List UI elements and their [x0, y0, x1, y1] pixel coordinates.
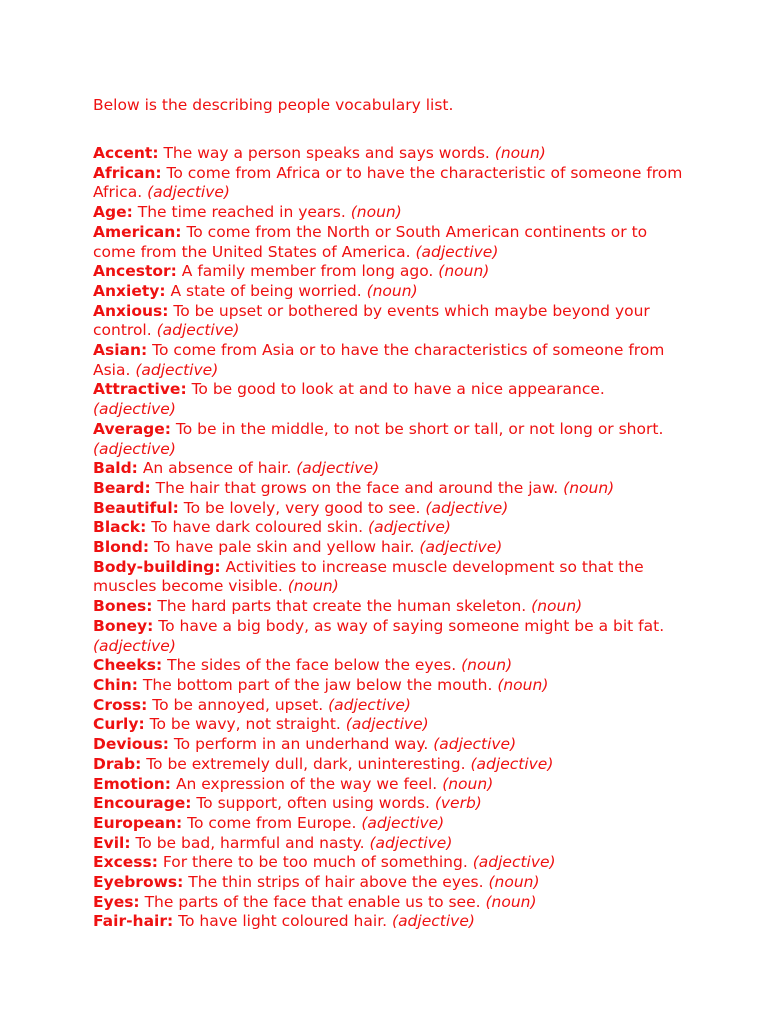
- vocab-definition: The sides of the face below the eyes.: [167, 656, 457, 675]
- vocab-entry: [93, 420, 683, 459]
- vocab-term: Bald:: [93, 459, 138, 478]
- vocab-entry: [93, 499, 683, 519]
- vocab-entry: [93, 834, 683, 854]
- vocab-term: Encourage:: [93, 794, 192, 813]
- vocab-definition: An expression of the way we feel.: [175, 774, 438, 793]
- vocab-term: European:: [93, 813, 183, 832]
- vocab-term: Asian:: [93, 341, 148, 360]
- vocab-term: Attractive:: [93, 380, 187, 399]
- vocab-part-of-speech: (adjective): [470, 754, 554, 773]
- vocab-part-of-speech: (verb): [434, 794, 482, 813]
- vocab-entry: [93, 262, 683, 282]
- vocab-term: Accent:: [93, 144, 159, 162]
- vocab-term: Average:: [93, 419, 171, 438]
- vocab-term: Age:: [93, 203, 133, 222]
- intro-text: Below is the describing people vocabulary list.: [93, 96, 454, 114]
- vocab-part-of-speech: (adjective): [147, 183, 230, 202]
- vocab-entry: [93, 696, 683, 716]
- vocab-term: Devious:: [93, 735, 169, 754]
- vocab-part-of-speech: (adjective): [368, 518, 451, 537]
- vocab-part-of-speech: (noun): [366, 281, 418, 300]
- vocab-term: Emotion:: [93, 774, 171, 793]
- vocab-entry: [93, 617, 683, 656]
- vocab-term: Excess:: [93, 853, 158, 872]
- vocab-term: African:: [93, 163, 162, 182]
- vocab-entry: [93, 676, 683, 696]
- vocab-part-of-speech: (adjective): [93, 636, 176, 655]
- vocab-part-of-speech: (noun): [563, 478, 615, 497]
- vocab-part-of-speech: (noun): [438, 262, 490, 281]
- vocab-term: Anxious:: [93, 301, 169, 320]
- vocab-entry: [93, 558, 683, 597]
- vocab-entry: [93, 479, 683, 499]
- vocab-definition: To be bad, harmful and nasty.: [135, 833, 365, 852]
- vocab-entry: [93, 144, 683, 164]
- vocab-term: Cross:: [93, 695, 148, 714]
- vocab-term: Anxiety:: [93, 281, 166, 300]
- vocab-definition: The hair that grows on the face and around the jaw.: [155, 478, 559, 497]
- vocab-entry: [93, 302, 683, 341]
- vocab-part-of-speech: (adjective): [472, 853, 556, 872]
- vocab-definition: The bottom part of the jaw below the mouth.: [142, 675, 493, 694]
- vocab-part-of-speech: (adjective): [392, 912, 475, 931]
- vocab-term: Evil:: [93, 833, 131, 852]
- vocab-term: American:: [93, 222, 182, 241]
- vocab-entry: [93, 775, 683, 795]
- vocab-definition: To be wavy, not straight.: [149, 715, 341, 734]
- vocab-definition: To be upset or bothered by events which maybe beyond your control.: [93, 301, 650, 340]
- vocab-entry: [93, 873, 683, 893]
- vocab-entry: [93, 853, 683, 873]
- vocab-term: Black:: [93, 518, 147, 537]
- vocab-entry: [93, 755, 683, 775]
- vocab-entry: [93, 203, 683, 223]
- vocab-part-of-speech: (noun): [350, 203, 402, 222]
- vocab-definition: To be lovely, very good to see.: [183, 498, 421, 517]
- vocab-definition: To come from Asia or to have the characteristics of someone from Asia.: [93, 341, 665, 379]
- vocab-definition: To be annoyed, upset.: [152, 695, 324, 714]
- vocab-term: Blond:: [93, 538, 150, 557]
- vocab-definition: An absence of hair.: [142, 459, 292, 478]
- vocab-term: Eyes:: [93, 892, 140, 911]
- vocab-entry: [93, 794, 683, 814]
- vocab-term: Beautiful:: [93, 498, 179, 517]
- vocab-definition: To be extremely dull, dark, uninteresting.: [146, 754, 466, 773]
- vocab-entry: [93, 459, 683, 479]
- vocab-term: Ancestor:: [93, 262, 177, 281]
- vocab-definition: To perform in an underhand way.: [173, 735, 429, 754]
- vocab-entry: [93, 164, 683, 203]
- vocab-entry: [93, 223, 683, 262]
- vocab-term: Bones:: [93, 597, 153, 616]
- vocab-definition: To support, often using words.: [196, 794, 430, 813]
- vocab-part-of-speech: (noun): [494, 144, 546, 162]
- vocab-term: Drab:: [93, 754, 142, 773]
- vocab-part-of-speech: (noun): [485, 892, 537, 911]
- vocab-definition: Activities to increase muscle development so that the muscles become visible.: [93, 557, 644, 596]
- vocab-part-of-speech: (adjective): [433, 735, 517, 754]
- vocab-part-of-speech: (noun): [488, 873, 540, 892]
- vocab-part-of-speech: (noun): [497, 675, 549, 694]
- vocab-entry: [93, 518, 683, 538]
- vocab-part-of-speech: (adjective): [369, 833, 453, 852]
- vocab-entry: [93, 893, 683, 913]
- vocab-definition: To be in the middle, to not be short or tall, or not long or short.: [175, 419, 664, 438]
- vocab-entry: [93, 380, 683, 419]
- vocab-definition: To come from Europe.: [187, 813, 357, 832]
- vocab-entry: [93, 912, 683, 932]
- vocab-term: Eyebrows:: [93, 873, 184, 892]
- vocab-definition: The parts of the face that enable us to see.: [144, 892, 481, 911]
- vocab-part-of-speech: (adjective): [415, 242, 499, 261]
- vocab-definition: To have pale skin and yellow hair.: [154, 538, 415, 557]
- vocab-entry: [93, 656, 683, 676]
- vocab-part-of-speech: (noun): [531, 597, 583, 616]
- vocab-definition: To come from the North or South American continents or to come from the United States of America.: [93, 222, 648, 261]
- vocab-entry: [93, 282, 683, 302]
- vocab-definition: To come from Africa or to have the characteristic of someone from Africa.: [93, 163, 683, 202]
- vocab-definition: A family member from long ago.: [181, 262, 434, 281]
- vocab-part-of-speech: (adjective): [345, 715, 429, 734]
- vocab-definition: A state of being worried.: [170, 281, 362, 300]
- vocab-entry: [93, 538, 683, 558]
- vocab-term: Cheeks:: [93, 656, 163, 675]
- vocab-definition: The way a person speaks and says words.: [163, 144, 490, 162]
- vocab-term: Fair-hair:: [93, 912, 174, 931]
- vocab-part-of-speech: (adjective): [419, 538, 503, 557]
- vocab-part-of-speech: (adjective): [328, 695, 411, 714]
- vocab-part-of-speech: (noun): [442, 774, 494, 793]
- vocab-entry: [93, 597, 683, 617]
- vocab-term: Body-building:: [93, 557, 221, 576]
- vocab-definition: The hard parts that create the human skeleton.: [157, 597, 527, 616]
- vocab-term: Boney:: [93, 616, 154, 635]
- vocab-entry: [93, 715, 683, 735]
- vocab-part-of-speech: (noun): [287, 577, 339, 596]
- vocab-part-of-speech: (adjective): [296, 459, 380, 478]
- vocab-part-of-speech: (adjective): [361, 813, 445, 832]
- vocab-term: Chin:: [93, 675, 138, 694]
- vocab-definition: To be good to look at and to have a nice appearance.: [191, 380, 605, 399]
- vocab-part-of-speech: (noun): [461, 656, 513, 675]
- vocab-definition: To have light coloured hair.: [178, 912, 388, 931]
- vocab-definition: The time reached in years.: [137, 203, 346, 222]
- vocab-definition: To have dark coloured skin.: [151, 518, 364, 537]
- vocab-part-of-speech: (adjective): [93, 439, 176, 458]
- vocabulary-list: [93, 144, 683, 932]
- vocab-part-of-speech: (adjective): [135, 360, 219, 379]
- vocab-term: Curly:: [93, 715, 145, 734]
- vocab-part-of-speech: (adjective): [156, 321, 240, 340]
- vocab-part-of-speech: (adjective): [93, 400, 176, 419]
- vocab-entry: [93, 341, 683, 380]
- vocab-entry: [93, 814, 683, 834]
- vocab-term: Beard:: [93, 478, 151, 497]
- vocab-definition: To have a big body, as way of saying someone might be a bit fat.: [158, 616, 665, 635]
- vocab-entry: [93, 735, 683, 755]
- vocab-part-of-speech: (adjective): [425, 498, 509, 517]
- vocab-definition: The thin strips of hair above the eyes.: [188, 873, 484, 892]
- vocab-definition: For there to be too much of something.: [162, 853, 468, 872]
